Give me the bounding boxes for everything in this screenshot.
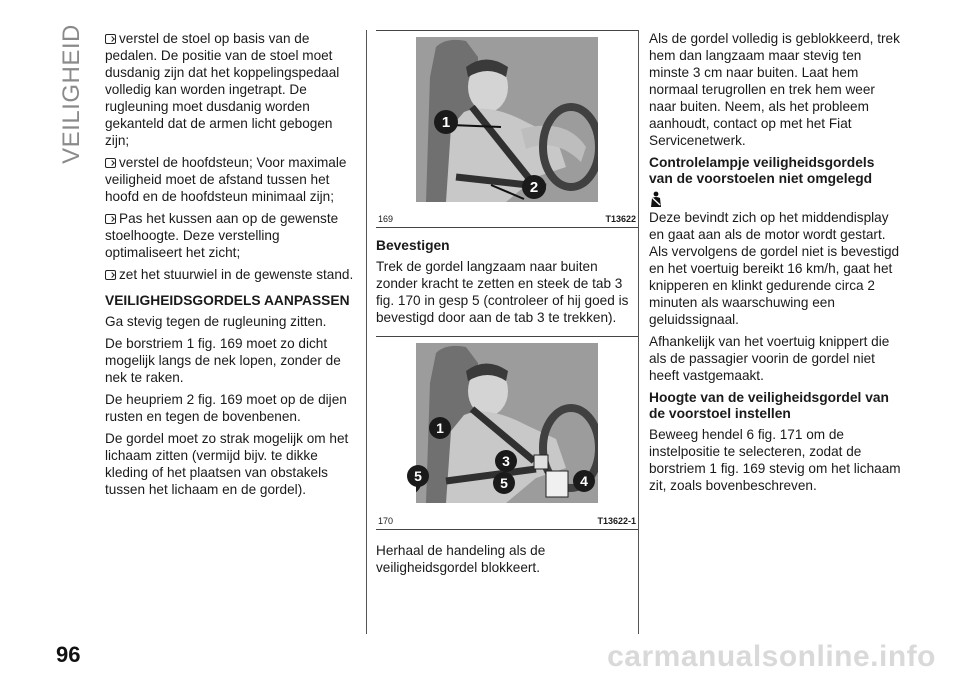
column-3 (649, 30, 901, 499)
callout-label: 3 (502, 453, 510, 469)
figure-code: T13622-1 (597, 516, 636, 526)
bullet-icon (105, 214, 116, 224)
buckle-illustration (416, 343, 598, 503)
paragraph: Deze bevindt zich op het middendisplay en gaat aan als de motor wordt gestart. Als vervolgens de gordel niet is bevestigd en het voertuig bereikt 16 km/h, gaat het knipperen en klinkt gedurende circa 2 minuten als waarschuwing een geluidssignaal. (649, 210, 900, 327)
bullet-icon (105, 270, 116, 280)
callout-label: 5 (500, 475, 508, 491)
callout-label: 4 (580, 473, 588, 489)
section-heading: VEILIGHEIDSGORDELS AANPASSEN (105, 293, 350, 308)
list-item: zet het stuurwiel in de gewenste stand. (105, 266, 357, 283)
callout-label: 1 (441, 114, 451, 131)
figure-number: 170 (378, 516, 394, 526)
paragraph: Afhankelijk van het voertuig knippert die als de passagier voorin de gordel niet heeft vastgemaakt. (649, 334, 890, 383)
page-number: 96 (56, 642, 81, 667)
paragraph: Trek de gordel langzaam naar buiten zonder kracht te zetten en steek de tab 3 fig. 170 in gesp 5 (controleer of hij goed is bevestigd door aan de tab 3 te trekken). (376, 259, 629, 325)
paragraph: De heupriem 2 fig. 169 moet op de dijen rusten en tegen de bovenbenen. (105, 392, 347, 424)
figure-number: 169 (378, 214, 394, 224)
callout-label: 1 (436, 420, 444, 436)
figure-169 (376, 30, 638, 228)
callout-label: 5 (407, 465, 429, 487)
seatbelt-warning-icon (649, 191, 663, 207)
list-item: verstel de stoel op basis van de pedalen. De positie van de stoel moet dusdanig zijn dat het koppelingspedaal volledig kan worden ingetrapt. De rugleuning moet dusdanig worden gekanteld dat de armen licht gebogen zijn; (105, 31, 340, 148)
list-item: Pas het kussen aan op de gewenste stoelhoogte. Deze verstelling optimaliseert het zicht; (105, 211, 339, 260)
column-1 (105, 30, 357, 503)
column-2 (376, 30, 638, 581)
callout-label: 2 (529, 179, 539, 196)
seatbelt-illustration (416, 37, 598, 202)
paragraph: Ga stevig tegen de rugleuning zitten. (105, 314, 327, 329)
column-divider (638, 30, 639, 634)
section-heading: Hoogte van de veiligheidsgordel van de voorstoel instellen (649, 390, 889, 421)
section-title: VEILIGHEID (58, 24, 85, 164)
figure-caption (376, 513, 638, 525)
paragraph: Beweeg hendel 6 fig. 171 om de instelpositie te selecteren, zodat de borstriem 1 fig. 169 stevig om het lichaam zit, zoals bovenbeschreven. (649, 427, 901, 493)
figure-code: T13622 (605, 214, 636, 224)
paragraph: De borstriem 1 fig. 169 moet zo dicht mogelijk langs de nek lopen, zonder de nek te raken. (105, 336, 341, 385)
bullet-icon (105, 34, 116, 44)
bullet-icon (105, 158, 116, 168)
section-heading: Controlelampje veiligheidsgordels van de voorstoelen niet omgelegd (649, 155, 875, 186)
list-item: verstel de hoofdsteun; Voor maximale veiligheid moet de afstand tussen het hoofd en de hoofdsteun minimaal zijn; (105, 155, 347, 204)
figure-caption (376, 211, 638, 223)
paragraph: Als de gordel volledig is geblokkeerd, trek hem dan langzaam maar stevig ten minste 3 cm naar buiten. Laat hem normaal terugrollen en trek hem weer naar buiten. Neem, als het probleem aanhoudt, contact op met het Fiat Servicenetwerk. (649, 31, 900, 148)
paragraph: Herhaal de handeling als de veiligheidsgordel blokkeert. (376, 543, 546, 575)
figure-170 (376, 336, 638, 530)
paragraph: De gordel moet zo strak mogelijk om het lichaam zitten (vermijd bijv. te dikke kleding of het plaatsen van obstakels tussen het lichaam en de gordel). (105, 431, 349, 497)
section-heading: Bevestigen (376, 238, 450, 253)
watermark: carmanualsonline.info (607, 640, 936, 673)
column-divider (366, 30, 367, 634)
